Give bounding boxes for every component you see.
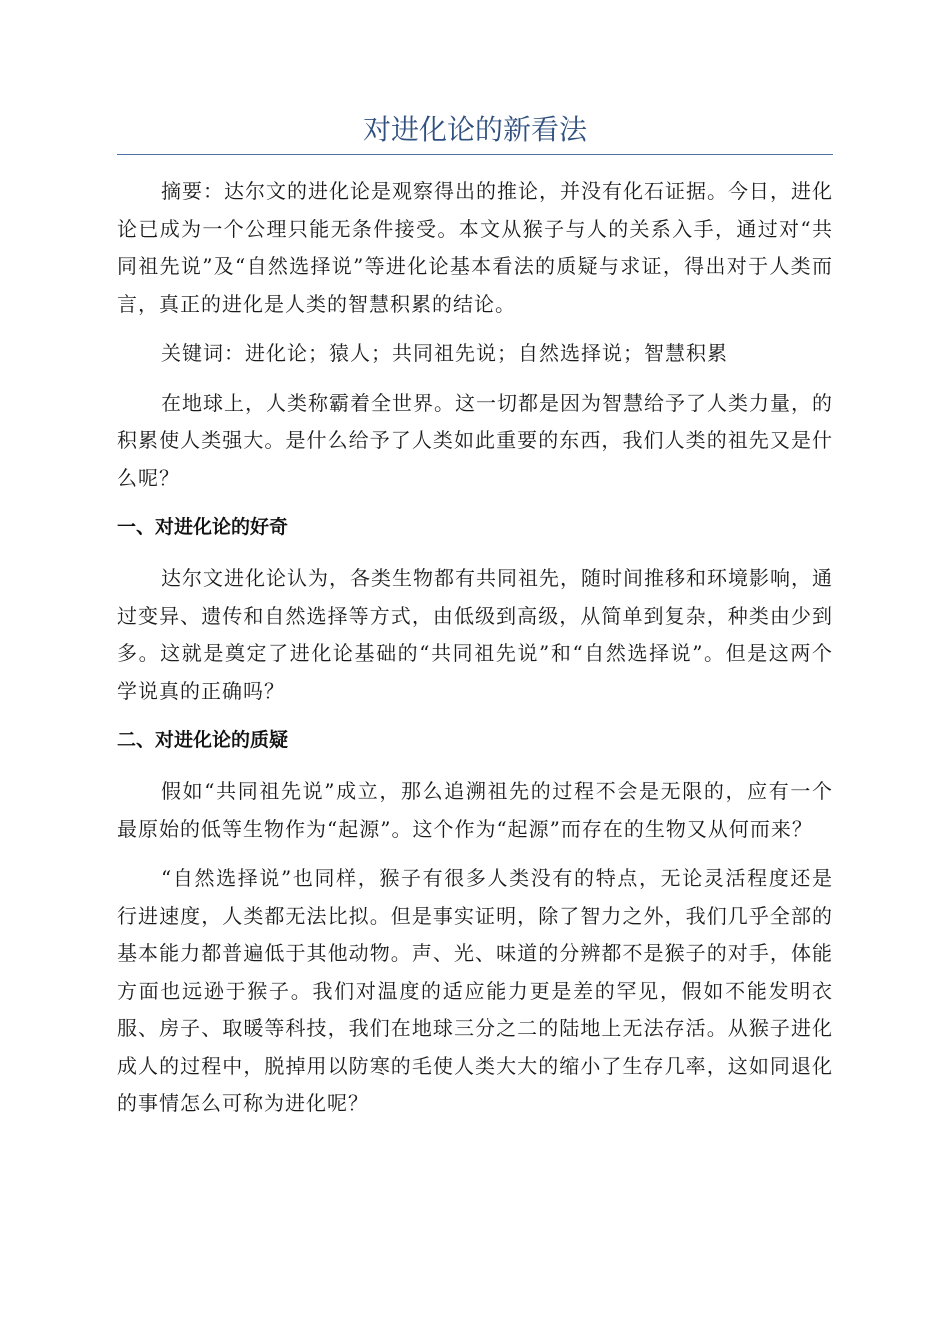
keywords-paragraph: 关键词：进化论；猿人；共同祖先说；自然选择说；智慧积累: [161, 341, 728, 365]
document-page: [117, 110, 833, 1135]
document-title: 对进化论的新看法: [362, 113, 587, 146]
section-heading-2: 二、对进化论的质疑: [117, 729, 289, 751]
section-1-paragraph-1: 达尔文进化论认为，各类生物都有共同祖先，随时间推移和环境影响，通过变异、遗传和自然选择等方式，由低级到高级，从简单到复杂，种类由少到多。这就是奠定了进化论基础的“共同祖先说”和“自然选择说”。但是这两个学说真的正确吗？: [117, 566, 833, 703]
intro-paragraph: 在地球上，人类称霸着全世界。这一切都是因为智慧给予了人类力量，的积累使人类强大。是什么给予了人类如此重要的东西，我们人类的祖先又是什么呢？: [117, 390, 833, 490]
section-2-paragraph-1: 假如“共同祖先说”成立，那么追溯祖先的过程不会是无限的，应有一个最原始的低等生物作为“起源”。这个作为“起源”而存在的生物又从何而来？: [117, 779, 833, 841]
section-2-paragraph-2: “自然选择说”也同样，猴子有很多人类没有的特点，无论灵活程度还是行进速度，人类都无法比拟。但是事实证明，除了智力之外，我们几乎全部的基本能力都普遍低于其他动物。声、光、味道的分辨都不是猴子的对手，体能方面也远逊于猴子。我们对温度的适应能力更是差的罕见，假如不能发明衣服、房子、取暖等科技，我们在地球三分之二的陆地上无法存活。从猴子进化成人的过程中，脱掉用以防寒的毛使人类大大的缩小了生存几率，这如同退化的事情怎么可称为进化呢？: [117, 866, 833, 1115]
section-heading-1: 一、对进化论的好奇: [117, 516, 289, 538]
abstract-paragraph: 摘要：达尔文的进化论是观察得出的推论，并没有化石证据。今日，进化论已成为一个公理只能无条件接受。本文从猴子与人的关系入手，通过对“共同祖先说”及“自然选择说”等进化论基本看法的质疑与求证，得出对于人类而言，真正的进化是人类的智慧积累的结论。: [117, 179, 833, 316]
title-underline: [117, 154, 833, 155]
